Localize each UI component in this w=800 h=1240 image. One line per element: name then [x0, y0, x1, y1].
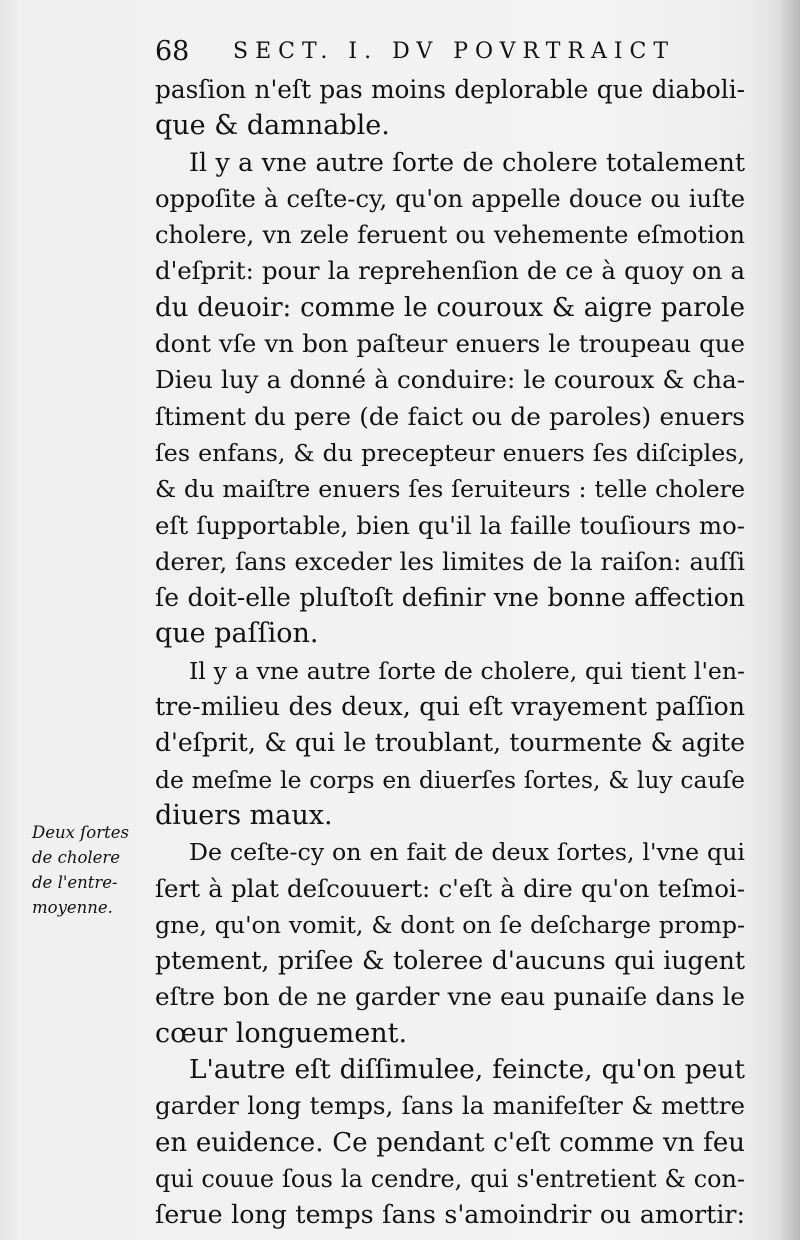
marginal-note-line: moyenne.	[32, 898, 113, 917]
text-line: ſe doit-elle pluſtoſt definir vne bonne affection	[155, 583, 745, 613]
text-line: en euidence. Ce pendant c'eſt comme vn feu	[155, 1127, 745, 1158]
page-header	[155, 32, 755, 72]
text-line: qui couue ſous la cendre, qui s'entretient & con-	[155, 1164, 745, 1193]
text-line: pasſion n'eſt pas moins deplorable que diaboli-	[155, 75, 745, 104]
text-line: derer, ſans exceder les limites de la raiſon: auſſi	[155, 547, 745, 576]
page-number: 68	[155, 36, 190, 67]
text-line: eſt ſupportable, bien qu'il la faille touſiours mo-	[155, 510, 745, 540]
text-line: d'eſprit, & qui le troublant, tourmente & agite	[155, 728, 745, 758]
marginal-note	[32, 820, 152, 920]
text-line: cholere, vn zele feruent ou vehemente eſmotion	[155, 221, 745, 250]
text-line: & du maiſtre enuers ſes ſeruiteurs : telle cholere	[155, 475, 745, 504]
text-line: dont vſe vn bon paſteur enuers le troupeau que	[155, 329, 745, 359]
marginal-note-line: de l'entre-	[32, 873, 118, 892]
text-line: ptement, priſee & toleree d'aucuns qui iugent	[155, 946, 745, 976]
text-line: Dieu luy a donné à conduire: le couroux & cha-	[155, 365, 745, 395]
text-line: diuers maux.	[155, 799, 333, 831]
text-line: L'autre eſt diſſimulee, feincte, qu'on peut	[189, 1054, 745, 1086]
text-line: d'eſprit: pour la reprehenſion de ce à quoy on a	[155, 256, 745, 286]
text-line: ſerue long temps ſans s'amoindrir ou amortir:	[155, 1200, 745, 1230]
text-line: gne, qu'on vomit, & dont on ſe deſcharge promp-	[155, 910, 745, 939]
marginal-note-line: Deux ſortes	[32, 823, 129, 842]
text-line: De ceſte-cy on en fait de deux ſortes, l'vne qui	[189, 838, 745, 867]
text-line: du deuoir: comme le couroux & aigre parole	[155, 292, 745, 323]
text-line: Il y a vne autre ſorte de cholere totalement	[189, 147, 745, 177]
text-line: tre-milieu des deux, qui eſt vrayement paſſion	[155, 692, 745, 722]
text-line: ſert à plat deſcouuert: c'eſt à dire qu'on teſmoi-	[155, 873, 745, 903]
text-line: Il y a vne autre ſorte de cholere, qui tient l'en-	[189, 656, 745, 685]
body-text	[155, 72, 745, 1234]
text-line: garder long temps, ſans la manifeſter & mettre	[155, 1091, 745, 1121]
text-line: oppoſite à ceſte-cy, qu'on appelle douce ou iuſte	[155, 184, 745, 213]
running-head: SECT. I. DV POVRTRAICT	[233, 39, 676, 64]
text-line: ſtiment du pere (de faict ou de paroles) enuers	[155, 401, 745, 431]
marginal-note-line: de cholere	[32, 848, 121, 867]
text-line: de meſme le corps en diuerſes ſortes, & luy cauſe	[155, 765, 745, 794]
text-line: cœur longuement.	[155, 1017, 408, 1049]
text-line: que & damnable.	[155, 110, 390, 142]
text-line: eſtre bon de ne garder vne eau punaiſe dans le	[155, 982, 745, 1012]
text-line: que paſſion.	[155, 618, 319, 650]
text-line: ſes enfans, & du precepteur enuers ſes diſciples,	[155, 438, 745, 467]
page-fold-shadow	[770, 0, 800, 1240]
